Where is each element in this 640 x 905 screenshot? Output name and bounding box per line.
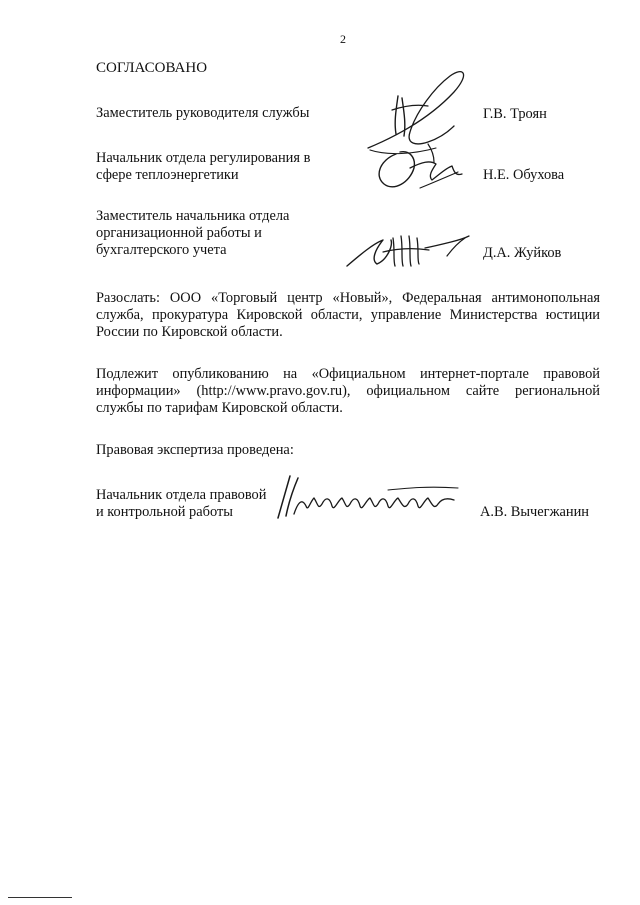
approver-2-name: Н.Е. Обухова: [483, 167, 565, 183]
legal-review-note: Правовая экспертиза проведена:: [96, 442, 294, 458]
approver-3-role: Заместитель начальника отдела организационной работы и бухгалтерского учета: [96, 208, 290, 258]
approver-1-name: Г.В. Троян: [483, 106, 547, 122]
distribution-text: Разослать: ООО «Торговый центр «Новый», Федеральная антимонопольная служба, прокуратура Кировской области, управление Министерства юстиции России по Кировской области.: [96, 290, 600, 340]
legal-review-role: Начальник отдела правовой и контрольной работы: [96, 487, 267, 520]
page-number: 2: [340, 32, 346, 46]
approver-1-role: Заместитель руководителя службы: [96, 105, 310, 121]
approver-2-role: Начальник отдела регулирования в сфере теплоэнергетики: [96, 150, 311, 183]
footnote-divider: [8, 897, 72, 898]
approval-heading: СОГЛАСОВАНО: [96, 60, 208, 76]
legal-review-signature: [268, 470, 468, 525]
approver-3-signature: [343, 222, 473, 277]
approver-2-signature: [370, 138, 480, 193]
publication-text: Подлежит опубликованию на «Официальном интернет-портале правовой информации» (http://www.pravo.gov.ru), официальном сайте региональной службы по тарифам Кировской области.: [96, 366, 600, 416]
approver-3-name: Д.А. Жуйков: [483, 245, 562, 261]
legal-review-name: А.В. Вычегжанин: [480, 504, 590, 520]
